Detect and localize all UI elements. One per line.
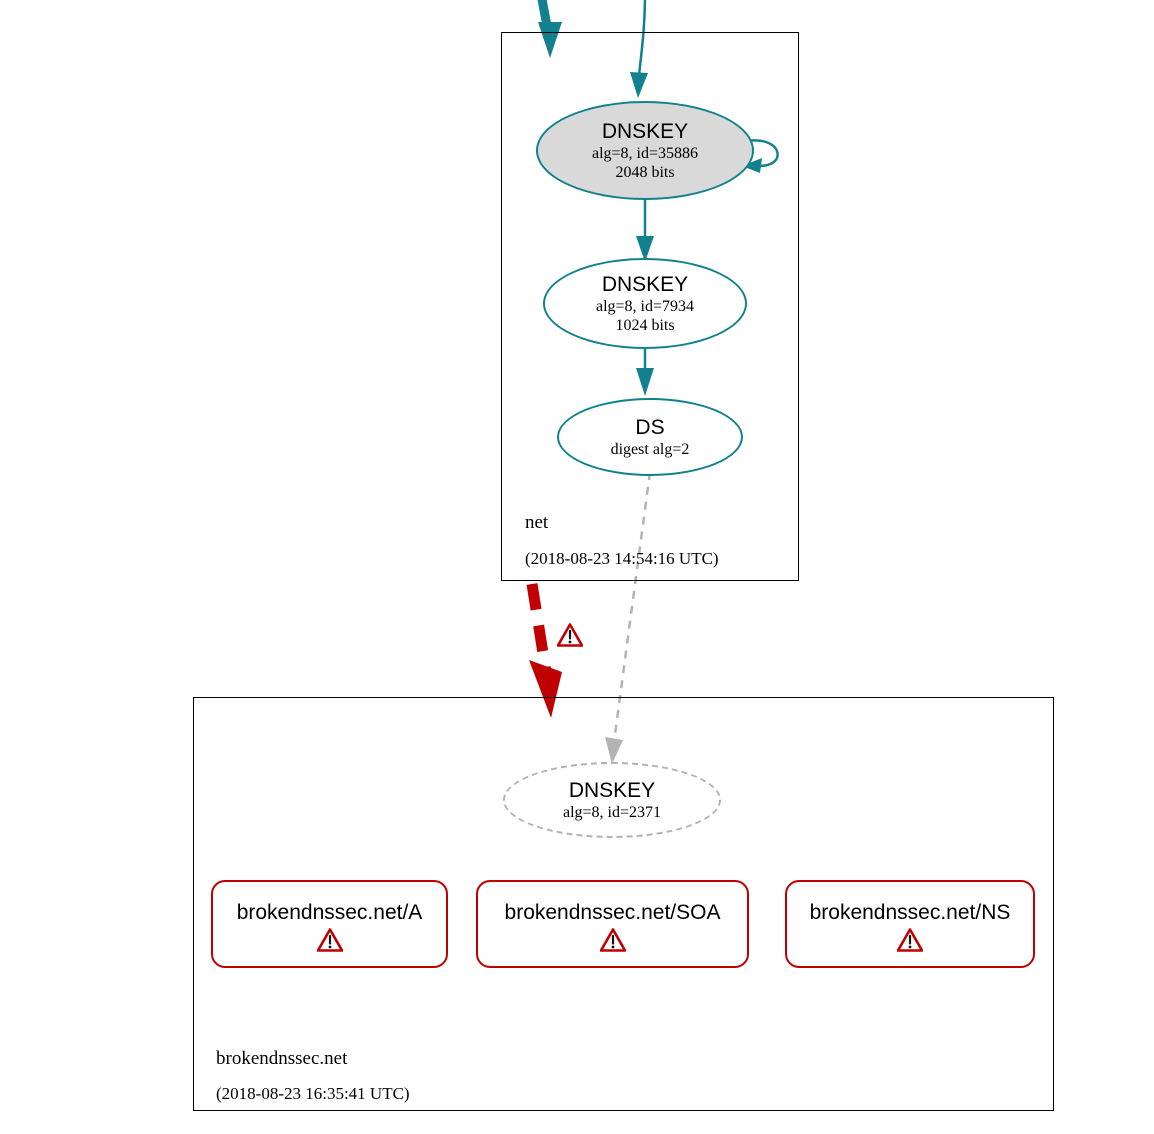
warning-icon-zone-edge: [557, 623, 583, 647]
zone-label-net: net: [525, 512, 549, 533]
node-ds-title: DS: [635, 415, 665, 439]
rrset-ns[interactable]: [785, 880, 1035, 968]
node-dnskey-7934-size: 1024 bits: [615, 316, 675, 334]
node-dnskey-2371-alg: alg=8, id=2371: [562, 803, 662, 821]
node-dnskey-7934-title: DNSKEY: [601, 272, 689, 296]
node-dnskey-35886-alg: alg=8, id=35886: [591, 144, 699, 162]
warning-icon-rrset-ns: [897, 928, 923, 952]
node-dnskey-35886-size: 2048 bits: [615, 163, 675, 181]
node-dnskey-2371-title: DNSKEY: [568, 778, 656, 802]
rrset-soa-label: brokendnssec.net/SOA: [504, 901, 721, 924]
rrset-a-label: brokendnssec.net/A: [236, 901, 423, 924]
node-ds-digest: digest alg=2: [610, 440, 690, 458]
zone-timestamp-net: (2018-08-23 14:54:16 UTC): [525, 549, 719, 568]
node-dnskey-7934-alg: alg=8, id=7934: [595, 297, 695, 315]
node-dnskey-2371[interactable]: [503, 762, 721, 838]
node-dnskey-7934[interactable]: [543, 258, 747, 349]
rrset-soa[interactable]: [476, 880, 749, 968]
rrset-a[interactable]: [211, 880, 448, 968]
zone-timestamp-brokendnssec: (2018-08-23 16:35:41 UTC): [216, 1084, 410, 1103]
zone-label-brokendnssec: brokendnssec.net: [216, 1048, 348, 1069]
rrset-ns-label: brokendnssec.net/NS: [809, 901, 1011, 924]
node-dnskey-35886[interactable]: [536, 101, 754, 200]
warning-icon-rrset-soa: [600, 928, 626, 952]
node-ds[interactable]: [557, 398, 743, 476]
node-dnskey-35886-title: DNSKEY: [601, 119, 689, 143]
warning-icon-rrset-a: [317, 928, 343, 952]
